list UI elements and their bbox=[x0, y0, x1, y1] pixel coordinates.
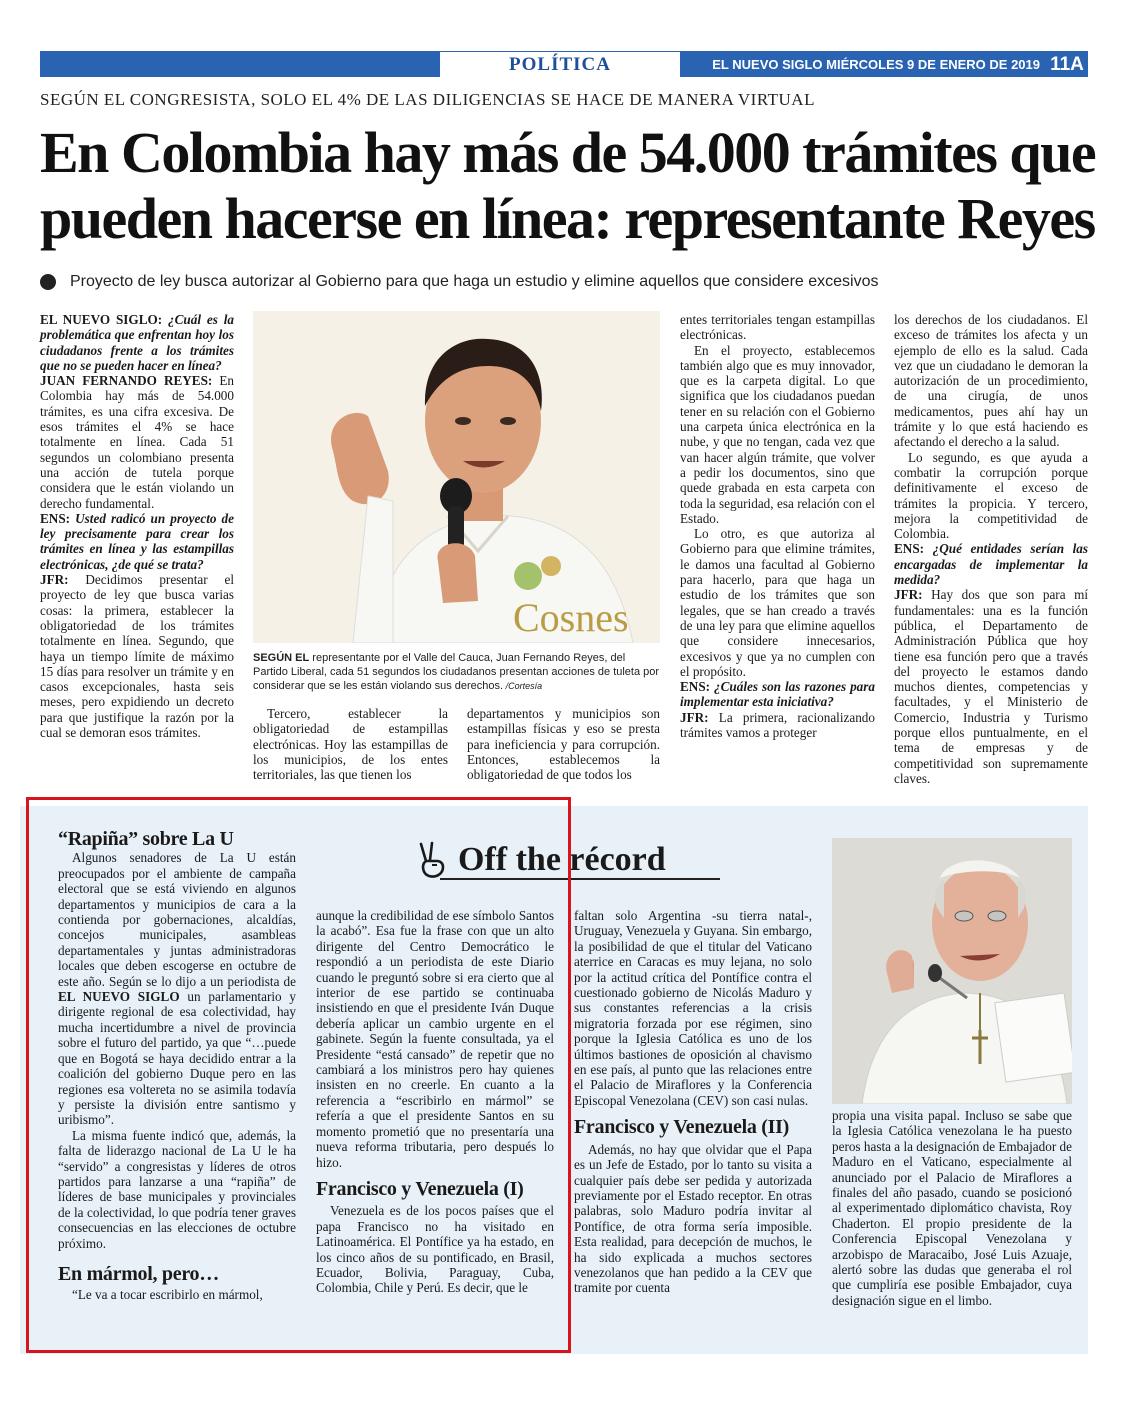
bullet-icon bbox=[40, 274, 56, 290]
article-column-5 bbox=[894, 312, 1088, 786]
answer: Hay dos que son para mí fundamentales: una es la función pública, el Departamento de Administración Pública que hoy tiene esa función pero que a través del proyecto le estamos dando muchos dientes, competencias y facultades, y el Ministerio de Comercio, Industria y Turismo porque ellos puntualmente, en el tema de empresas y de competitividad son supremamente claves. bbox=[894, 587, 1088, 786]
article-column-1 bbox=[40, 312, 234, 740]
paragraph: Lo segundo, es que ayuda a combatir la corrupción porque definitivamente el exceso de trámites la propicia. Y tercero, mejora la competitividad de Colombia. bbox=[894, 449, 1088, 542]
question: Usted radicó un proyecto de ley precisamente para crear los trámites en línea y las estampillas electrónicas, ¿de qué se trata? bbox=[40, 510, 234, 572]
speaker-illustration bbox=[253, 311, 660, 643]
photo-representative bbox=[253, 311, 660, 643]
question: ¿Qué entidades serían las encargadas de implementar la medida? bbox=[894, 541, 1088, 588]
paragraph: propia una visita papal. Incluso se sabe que la Iglesia Católica venezolana le ha puesto peros hasta a la designación de Embajador de Maduro en el Vaticano, especialmente al anunciado por el Palacio de Miraflores a finales del año pasado, cuando se posicionó al experimentado diplomático chavista, Roy Chaderton. El propio presidente de la Conferencia Episcopal Venezolana y arzobispo de Maracaibo, José Luis Azuaje, alertó sobre las dudas que generaba el rol que cumpliría ese posible Embajador, cuya designación sigue en el limbo. bbox=[832, 1108, 1072, 1308]
question: ¿Cuál es la problemática que enfrentan hoy los ciudadanos frente a los trámites que no se pueden hacer en línea? bbox=[40, 312, 234, 373]
marmol-heading: En mármol, pero… bbox=[58, 1262, 219, 1285]
newspaper-name: EL NUEVO SIGLO bbox=[58, 989, 180, 1005]
paragraph: Además, no hay que olvidar que el Papa es un Jefe de Estado, por lo tanto su visita a cualquier país debe ser pedida y autorizada previamente por el Estado receptor. En otras palabras, solo Maduro podría invitar al Pontífice, de otra forma sería imposible. Esta realidad, para decepción de muchos, le ha sido explicada a muchos sectores venezolanos que han pedido a la CEV que tramite por cuenta bbox=[574, 1141, 812, 1296]
page-number: 11A bbox=[1050, 54, 1084, 75]
interviewee-tag: JFR: bbox=[680, 709, 709, 725]
interviewee-tag: JFR: bbox=[40, 572, 69, 588]
issue-date: EL NUEVO SIGLO MIÉRCOLES 9 DE ENERO DE 2019 bbox=[712, 57, 1040, 72]
interviewer-tag: ENS: bbox=[894, 541, 925, 557]
caption-lead: SEGÚN EL bbox=[253, 652, 310, 664]
paragraph: los derechos de los ciudadanos. El exceso de trámites los afecta y un ejemplo de ello es la salud. Cada vez que un ciudadano le demoran la autorización de un procedimiento, de una cirugía, de unos medicamentos, pues ahí hay un trámite y lo que está haciendo es afectando el derecho a la salud. bbox=[894, 312, 1088, 450]
answer: Decidimos presentar el proyecto de ley que busca varias cosas: la primera, establecer la obligatoriedad de los trámites totalmente en línea. Segundo, que haya un tiempo límite de máximo 15 días para resolver un trámite y en casos excepcionales, hasta seis meses, pero expidiendo un decreto para que justifique la razón por la cual se demoran esos trámites. bbox=[40, 572, 234, 741]
kicker: SEGÚN EL CONGRESISTA, SOLO EL 4% DE LAS DILIGENCIAS SE HACE DE MANERA VIRTUAL bbox=[40, 90, 815, 109]
paragraph: Tercero, establecer la obligatoriedad de estampillas electrónicas. Hoy las estampillas de los municipios, de los entes territoriales, las que tienen los bbox=[253, 706, 448, 783]
francisco-i-heading: Francisco y Venezuela (I) bbox=[316, 1177, 524, 1200]
paragraph: “Le va a tocar escribirlo en mármol, bbox=[72, 1287, 263, 1303]
paragraph: departamentos y municipios son estampillas físicas y eso se presta para ineficiencia y para corrupción. Entonces, establecemos la obligatoriedad de que todos los bbox=[467, 706, 660, 783]
photo-caption bbox=[253, 651, 660, 693]
section-label: POLÍTICA bbox=[440, 52, 680, 78]
article-column-4 bbox=[680, 312, 875, 740]
headline: En Colombia hay más de 54.000 trámites que pueden hacerse en línea: representante Reyes bbox=[40, 120, 1096, 251]
interviewer-tag: ENS: bbox=[40, 510, 71, 526]
article-column-2 bbox=[253, 706, 448, 782]
subheadline-text: Proyecto de ley busca autorizar al Gobierno para que haga un estudio y elimine aquellos que considere excesivos bbox=[70, 273, 879, 290]
caption-text: representante por el Valle del Cauca, Juan Fernando Reyes, del Partido Liberal, cada 51 segundos los ciudadanos presentan acciones de tuleta por considerar que se les están violando sus derechos. bbox=[253, 652, 660, 692]
interviewee-tag: JUAN FERNANDO REYES: bbox=[40, 373, 213, 389]
rapina-heading: “Rapiña” sobre La U bbox=[58, 828, 234, 850]
paragraph: un parlamentario y dirigente regional de esa colectividad, hay mucha incertidumbre a nivel de provincia sobre el futuro del partido, ya que “…puede que en Bogotá se haya decidido entrar a la coalición del gobierno Duque pero en las regiones esa voltereta no se asimila todavía y persiste la división entre santismo y uribismo”. bbox=[58, 989, 296, 1128]
shirt-print: Cosnes bbox=[513, 595, 629, 640]
answer: La primera, racionalizando trámites vamos a proteger bbox=[680, 709, 875, 741]
off-the-record-heading: Off the récord bbox=[458, 841, 666, 878]
otr-column-4 bbox=[832, 1108, 1072, 1308]
photo-credit: /Cortesía bbox=[503, 681, 543, 691]
subheadline bbox=[40, 273, 1100, 291]
interviewer-tag: EL NUEVO SIGLO: bbox=[40, 312, 163, 327]
paragraph: La misma fuente indicó que, además, la falta de liderazgo nacional de La U le ha “servido” a congresistas y líderes de otros partidos para lanzarse a una “rapiña” de líderes de base municipales y provinciales de la colectividad, lo que podría tener graves consecuencias en las elecciones de octubre próximo. bbox=[58, 1127, 296, 1251]
interviewer-tag: ENS: bbox=[680, 679, 711, 695]
question: ¿Cuáles son las razones para implementar esta iniciativa? bbox=[680, 679, 875, 710]
interviewee-tag: JFR: bbox=[894, 587, 923, 603]
paragraph: Lo otro, es que autoriza al Gobierno para que elimine trámites, le damos una facultad al Gobierno para hacerlo, para que haga un estudio de los trámites que son legales, que se han creado a través de una ley para que elimine aquellos que considere innecesarios, excesivos y que ya no cumplen con el propósito. bbox=[680, 526, 875, 679]
pope-illustration bbox=[832, 838, 1072, 1104]
paragraph: Algunos senadores de La U están preocupados por el ambiente de campaña electoral que se está viviendo en algunos departamentos y municipios de cara a la contienda por gobernaciones, alcaldías, concejos municipales, asambleas departamentales y juntas administradoras locales que deben escogerse en octubre de este año. Según se lo dijo a un periodista de bbox=[58, 850, 296, 989]
photo-pope bbox=[832, 838, 1072, 1104]
paragraph: aunque la credibilidad de ese símbolo Santos la acabó”. Esa fue la frase con que un alto dirigente del Centro Democrático le respondió a un periodista de este Diario cuando le preguntó sobre si era cierto que al interior de ese partido se continuaba insistiendo en que el presidente Iván Duque debería aplicar un cambio urgente en el gabinete. Según la fuente consultada, ya el Presidente “está cansado” de repetir que no cambiará a los ministros pero hay quienes insisten en no creerle. En cuanto a la referencia a “escribirlo en mármol” se refería a que el presidente Santos en su momento prometió que no presentaría una nueva reforma tributaria, pero después lo hizo. bbox=[316, 908, 554, 1170]
francisco-ii-heading: Francisco y Venezuela (II) bbox=[574, 1116, 789, 1139]
otr-column-3 bbox=[574, 908, 812, 1296]
paragraph: faltan solo Argentina -su tierra natal-, Uruguay, Venezuela y Guyana. Sin embargo, la posibilidad de que el titular del Vaticano aterrice en Caracas es muy lejana, no solo por la actitud crítica del Pontífice contra el cuestionado gobierno de Nicolás Maduro y sus constantes referencias a la crisis migratoria forzada por ese régimen, sino porque la Iglesia Católica es uno de los últimos bastiones de oposición al chavismo en ese país, al punto que las relaciones entre el Palacio de Miraflores y la Conferencia Episcopal Venezolana (CEV) son casi nulas. bbox=[574, 908, 812, 1108]
paragraph: Venezuela es de los pocos países que el papa Francisco no ha visitado en Latinoamérica. El Pontífice ya ha estado, en los cinco años de su pontificado, en Brasil, Ecuador, Bolivia, Paraguay, Cuba, Colombia, Chile y Perú. Es decir, que le bbox=[316, 1203, 554, 1296]
article-column-3 bbox=[467, 706, 660, 782]
highlight-frame bbox=[26, 797, 571, 1353]
paragraph: entes territoriales tengan estampillas electrónicas. bbox=[680, 312, 875, 343]
paragraph: En el proyecto, establecemos también algo que es muy innovador, que es la carpeta digital. Lo que significa que los ciudadanos puedan tener en su relación con el Gobierno una carpeta única electrónica en la nube, y que no tengan, cada vez que van hacer algún trámite, que volver a pedir los documentos, sino que quede grabada en esta carpeta con toda la seguridad, esa relación con el Estado. bbox=[680, 342, 875, 526]
answer: En Colombia hay más de 54.000 trámites, es una cifra excesiva. De esos trámites el 4% se hace totalmente en línea. Cada 51 segundos un colombiano presenta una acción de tutela porque considera que le están violando un derecho fundamental. bbox=[40, 373, 234, 511]
